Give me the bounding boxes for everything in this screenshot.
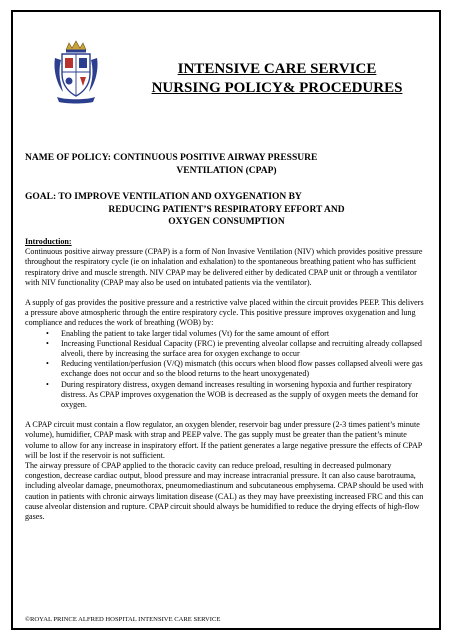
goal-line-3: OXYGEN CONSUMPTION — [168, 217, 285, 227]
copyright-footer: ©ROYAL PRINCE ALFRED HOSPITAL INTENSIVE CARE SERVICE — [25, 616, 221, 623]
goal-heading — [25, 191, 428, 229]
goal-line-1: GOAL: TO IMPROVE VENTILATION AND OXYGENATION BY — [25, 192, 302, 202]
introduction-section — [25, 237, 425, 522]
introduction-heading: Introduction: — [25, 237, 72, 246]
bullet-item: • Increasing Functional Residual Capacity (FRC) ie preventing alveolar collapse and recruiting already collapsed alveoli, there by increasing the surface area for oxygen exchange to occur — [25, 339, 425, 359]
benefits-bullet-list — [25, 329, 425, 411]
intro-paragraph-1: Continuous positive airway pressure (CPAP) is a form of Non Invasive Ventilation (NIV) which provides positive pressure throughout the respiratory cycle (ie on inhalation and exhalation) to the spontaneous breathing patient who has sufficient respiratory drive and muscle strength. NIV CPAP may be delivered either by dedicated CPAP unit or through a ventilator with NIV functionality (CPAP may also be used on intubated patients via the ventilator). — [25, 247, 423, 287]
intro-paragraph-3: A CPAP circuit must contain a flow regulator, an oxygen blender, reservoir bag under pressure (2-3 times patient’s minute volume), humidifier, CPAP mask with strap and PEEP valve. The gas supply must be greater than the patient’s minute volume to allow for any increase in inspiratory effort. If the patient generates a large negative pressure the effects of CPAP will be lost if the reservoir is not sufficient. — [25, 420, 422, 460]
goal-line-2: REDUCING PATIENT’S RESPIRATORY EFFORT AND — [108, 204, 345, 215]
policy-name-heading — [25, 152, 428, 177]
policy-name-line-2: VENTILATION (CPAP) — [176, 165, 277, 176]
intro-paragraph-2: A supply of gas provides the positive pressure and a restrictive valve placed within the circuit provides PEEP. This delivers a pressure above atmospheric through the entire respiratory cycle. This positive pressure improves oxygenation and lung compliance and reduces the work of breathing (WOB) by: — [25, 298, 424, 328]
policy-name-line-1: NAME OF POLICY: CONTINUOUS POSITIVE AIRWAY PRESSURE — [25, 153, 318, 163]
title-line-1: INTENSIVE CARE SERVICE — [177, 61, 377, 77]
bullet-item: • During respiratory distress, oxygen demand increases resulting in worsening hypoxia and further respiratory distress. As CPAP improves oxygenation the WOB is decreased as the supply of oxygen meets the demand for oxygen. — [25, 380, 425, 411]
bullet-item: • Enabling the patient to take larger tidal volumes (Vt) for the same amount of effort — [25, 329, 425, 339]
intro-paragraph-4: The airway pressure of CPAP applied to the thoracic cavity can reduce preload, resulting in decreased pulmonary congestion, decrease cardiac output, blood pressure and may increase intracranial pressure. It can also cause barotrauma, including alveolar damage, pneumothorax, pneumomediastinum and subcutaneous emphysema. CPAP should be used with caution in patients with chronic airways limitation disease (CAL) as they may have preexisting increased FRC and this can cause alveolar distension and rupture. CPAP circuit should always be humidified to reduce the drying effects of high-flow gases. — [25, 461, 424, 522]
title-line-2: NURSING POLICY& PROCEDURES — [151, 80, 403, 96]
document-title — [112, 60, 442, 98]
bullet-item: • Reducing ventilation/perfusion (V/Q) mismatch (this occurs when blood flow passes collapsed alveoli were gas exchange does not occur and so the blood returns to the heart unoxygenated) — [25, 359, 425, 379]
hospital-crest-logo — [51, 40, 101, 104]
